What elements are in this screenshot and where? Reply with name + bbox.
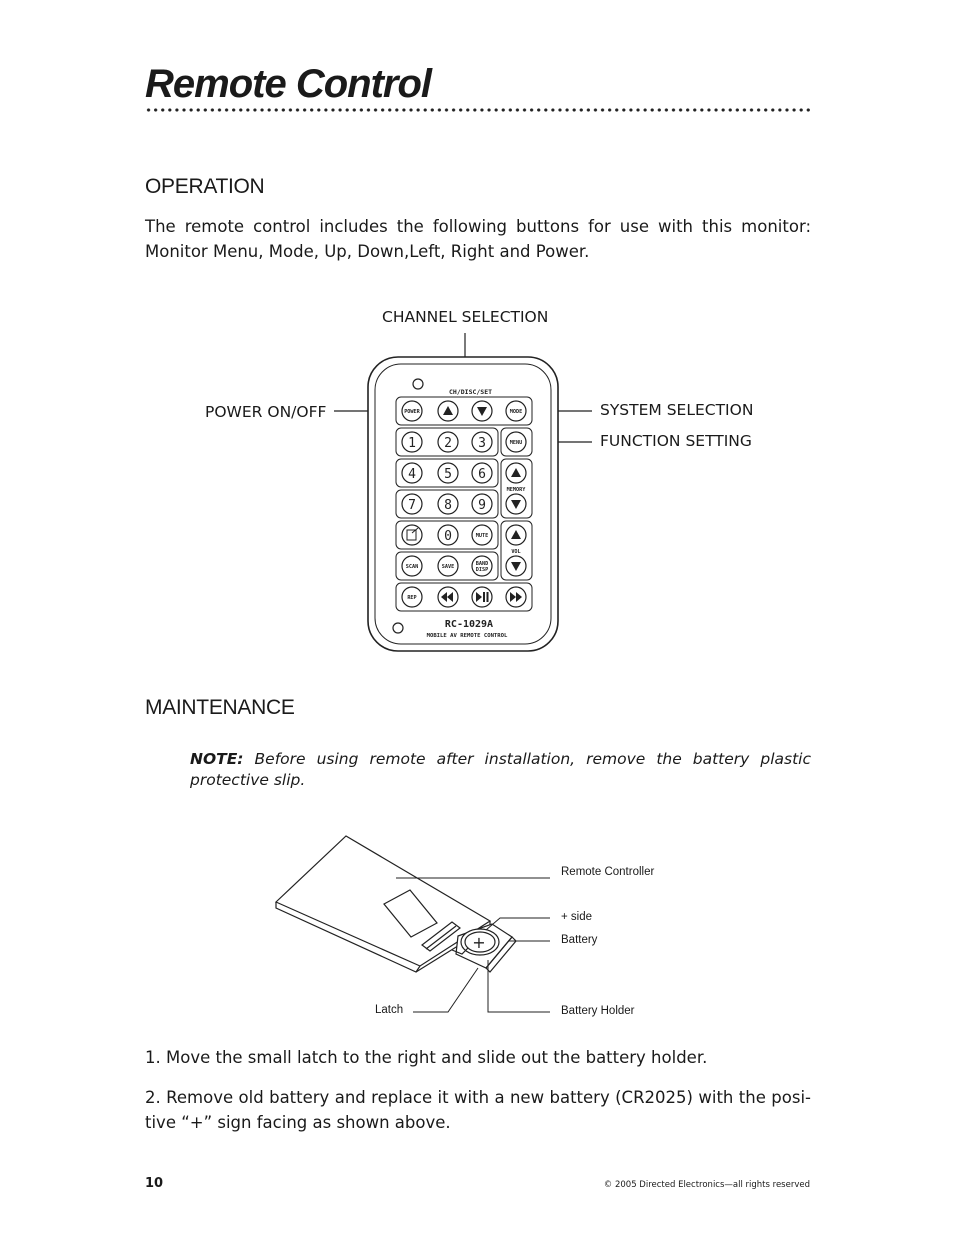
mute-label: MUTE [475, 533, 489, 539]
label-remote-controller: Remote Controller [561, 866, 655, 878]
label-battery: Battery [561, 934, 598, 946]
digit-2-label: 2 [444, 436, 452, 451]
digit-5-label: 5 [444, 467, 452, 482]
menu-label: MENU [509, 440, 523, 446]
battery-plus-symbol: + [472, 933, 486, 952]
callout-function-setting: FUNCTION SETTING [600, 432, 752, 450]
power-label: POWER [404, 409, 420, 415]
copyright-notice: © 2005 Directed Electronics—all rights reserved [603, 1180, 810, 1190]
label-battery-holder: Battery Holder [561, 1005, 635, 1017]
operation-heading: OPERATION [145, 175, 265, 198]
band-label: BAND [475, 561, 489, 567]
step-2: 2. Remove old battery and replace it with a new battery (CR2025) with the posi- tive “+” sign facing as shown above. [145, 1088, 811, 1132]
vol-label: VOL [511, 549, 521, 555]
page-number: 10 [145, 1176, 164, 1191]
callout-system-selection: SYSTEM SELECTION [600, 401, 754, 419]
battery-replacement-illustration [0, 820, 954, 1030]
mode-label: MODE [509, 409, 523, 415]
digit-7-label: 7 [408, 498, 416, 513]
remote-model-label: RC-1029A [444, 619, 494, 630]
page-title: Remote Control [145, 62, 431, 106]
rep-label: REP [407, 595, 417, 601]
digit-9-label: 9 [478, 498, 486, 513]
memory-label: MEMORY [506, 487, 526, 493]
scan-label: SCAN [405, 564, 419, 570]
label-latch: Latch [375, 1004, 404, 1016]
disp-label: DISP [475, 567, 489, 573]
label-plus-side: + side [561, 911, 593, 923]
digit-4-label: 4 [408, 467, 416, 482]
note-text: Before using remote after installation, remove the battery plastic protective slip. [190, 750, 811, 789]
digit-6-label: 6 [478, 467, 486, 482]
note-label: NOTE: [190, 750, 244, 768]
digit-0-label: 0 [444, 529, 452, 544]
maintenance-heading: MAINTENANCE [145, 696, 295, 719]
digit-3-label: 3 [478, 436, 486, 451]
operation-paragraph: The remote control includes the following buttons for use with this monitor: Monitor Menu, Mode, Up, Down,Left, Right and Power. [145, 217, 811, 261]
callout-power-on-off: POWER ON/OFF [205, 403, 327, 421]
save-label: SAVE [441, 564, 455, 570]
remote-subtitle-label: MOBILE AV REMOTE CONTROL [426, 633, 508, 639]
maintenance-note [190, 749, 811, 791]
step-1: 1. Move the small latch to the right and slide out the battery holder. [145, 1048, 708, 1067]
callout-channel-selection: CHANNEL SELECTION [382, 308, 549, 326]
digit-8-label: 8 [444, 498, 452, 513]
remote-top-label: CH/DISC/SET [449, 388, 493, 396]
source-button [402, 525, 422, 545]
digit-1-label: 1 [408, 436, 416, 451]
